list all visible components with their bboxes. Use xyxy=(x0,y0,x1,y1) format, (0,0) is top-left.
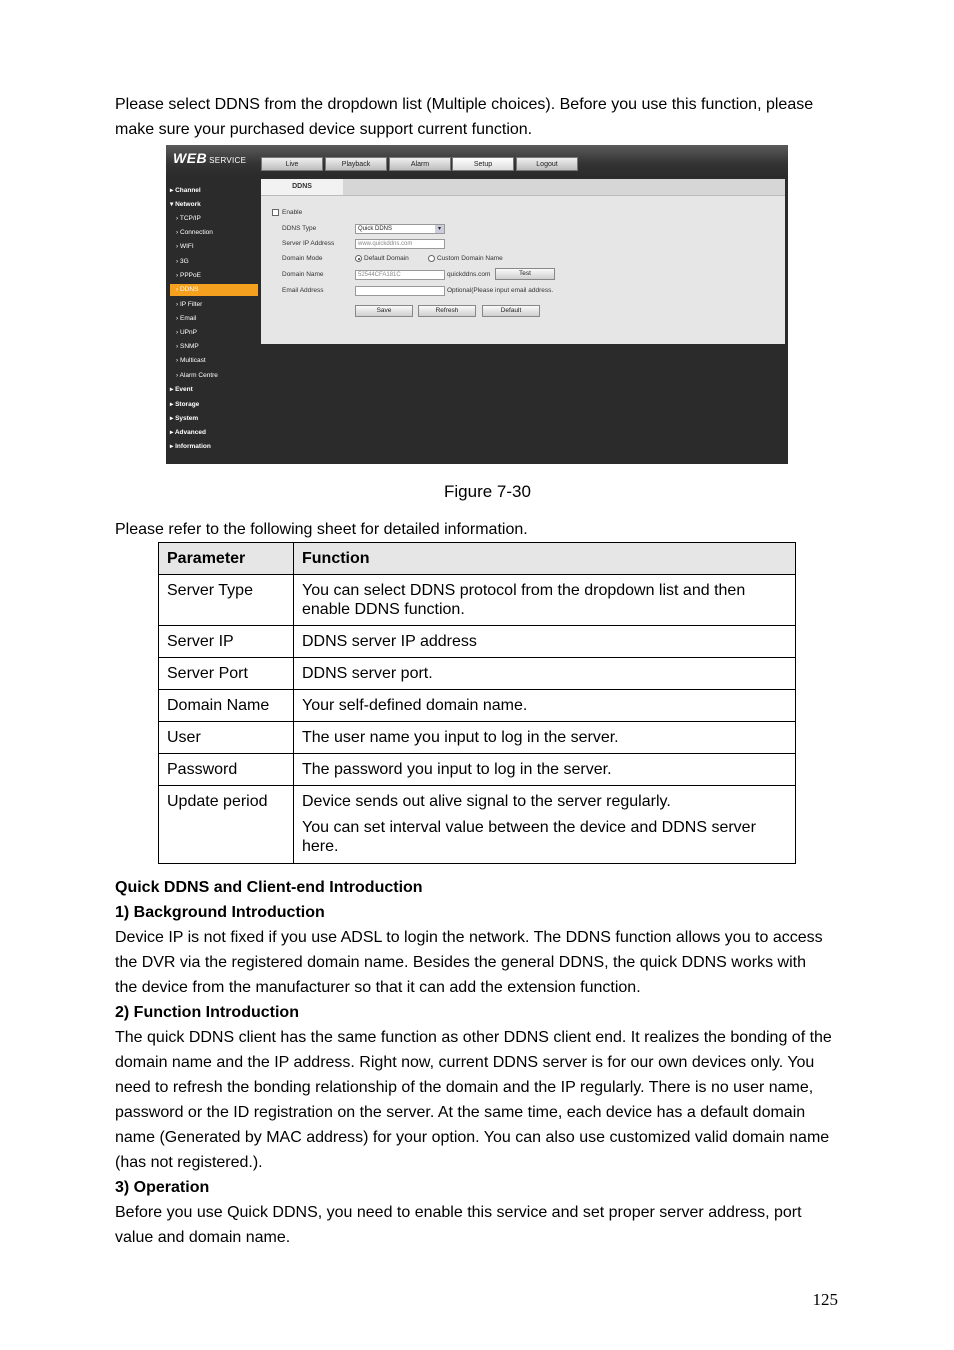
sidebar-item-ddns[interactable] xyxy=(170,284,258,296)
table-cell: DDNS server IP address xyxy=(294,626,796,658)
sidebar-item-upnp[interactable] xyxy=(176,327,256,339)
logo-sub: SERVICE xyxy=(209,156,247,165)
table-cell: Update period xyxy=(159,786,294,864)
sidebar-item-information[interactable] xyxy=(170,441,258,453)
sidebar-item-connection[interactable] xyxy=(176,227,256,239)
background-title: 1) Background Introduction xyxy=(115,904,325,921)
tab-playback[interactable]: Playback xyxy=(325,157,387,171)
table-row xyxy=(159,690,796,722)
sidebar-item-label: TCP/IP xyxy=(179,215,201,222)
chevron-right-icon: › xyxy=(176,243,179,250)
sidebar-item-snmp[interactable] xyxy=(176,341,256,353)
ddns-type-label: DDNS Type xyxy=(282,225,317,232)
sidebar-item-label: Email xyxy=(179,315,197,322)
column-header: Parameter xyxy=(159,543,294,575)
chevron-right-icon: › xyxy=(176,286,179,293)
logo-main: WEB xyxy=(173,150,208,166)
email-label: Email Address xyxy=(282,287,324,294)
tab-ddns[interactable]: DDNS xyxy=(261,179,343,195)
web-service-logo xyxy=(173,150,246,166)
sidebar-item-alarm-centre[interactable] xyxy=(176,370,256,382)
table-cell: The password you input to log in the server. xyxy=(294,754,796,786)
tab-alarm[interactable]: Alarm xyxy=(389,157,451,171)
chevron-right-icon: › xyxy=(176,329,179,336)
table-row xyxy=(159,658,796,690)
sidebar-item-label: PPPoE xyxy=(179,272,201,279)
ddns-type-value: Quick DDNS xyxy=(358,226,393,232)
default-domain-radio[interactable] xyxy=(355,255,362,262)
table-cell: Server Port xyxy=(159,658,294,690)
default-button[interactable]: Default xyxy=(482,305,540,317)
sidebar-item-3g[interactable] xyxy=(176,256,256,268)
default-domain-label: Default Domain xyxy=(364,255,409,262)
sidebar-item-event[interactable] xyxy=(170,384,258,396)
enable-label: Enable xyxy=(282,209,303,216)
tab-live[interactable]: Live xyxy=(261,157,323,171)
tab-logout[interactable]: Logout xyxy=(516,157,578,171)
chevron-right-icon: › xyxy=(176,301,179,308)
triangle-right-icon: ▸ xyxy=(170,187,174,194)
sidebar-item-label: Multicast xyxy=(179,357,206,364)
sidebar-item-label: Connection xyxy=(179,229,213,236)
ddns-type-select[interactable] xyxy=(355,224,445,234)
chevron-right-icon: › xyxy=(176,258,179,265)
sidebar-item-label: Alarm Centre xyxy=(179,372,218,379)
triangle-down-icon: ▾ xyxy=(170,201,174,208)
table-cell: Server Type xyxy=(159,575,294,626)
sidebar-item-label: DDNS xyxy=(179,286,199,293)
web-service-screenshot xyxy=(166,145,788,464)
enable-checkbox[interactable] xyxy=(272,209,279,216)
sidebar-item-label: WIFI xyxy=(179,243,194,250)
table-row xyxy=(159,575,796,626)
triangle-right-icon: ▸ xyxy=(170,401,174,408)
figure-caption: Figure 7-30 xyxy=(444,482,531,501)
function-text: The quick DDNS client has the same function as other DDNS client end. It realizes the bonding of the domain name and the IP address. Right now, current DDNS server is for our own devices only. You need to refresh the bonding relationship of the domain and the IP regularly. There is no user name, password or the ID registration on the server. At the same time, each device has a default domain name (Generated by MAC address) for your option. You can also use customized valid domain name (has not registered.). xyxy=(115,1029,832,1171)
chevron-right-icon: › xyxy=(176,357,179,364)
operation-text: Before you use Quick DDNS, you need to enable this service and set proper server address, port value and domain name. xyxy=(115,1204,802,1246)
table-row xyxy=(159,786,796,864)
page-number: 125 xyxy=(812,1290,838,1309)
table-cell: Domain Name xyxy=(159,690,294,722)
sidebar-item-label: Storage xyxy=(175,401,200,408)
test-button[interactable]: Test xyxy=(495,268,555,280)
table-cell: Server IP xyxy=(159,626,294,658)
sidebar-item-tcpip[interactable] xyxy=(176,213,256,225)
table-cell: You can select DDNS protocol from the dropdown list and then enable DDNS function. xyxy=(294,575,796,626)
sidebar-item-label: IP Filter xyxy=(179,301,203,308)
table-cell: Your self-defined domain name. xyxy=(294,690,796,722)
sidebar-item-multicast[interactable] xyxy=(176,355,256,367)
sidebar-item-advanced[interactable] xyxy=(170,427,258,439)
custom-domain-radio[interactable] xyxy=(428,255,435,262)
sidebar-item-channel[interactable] xyxy=(170,185,258,197)
table-row xyxy=(159,626,796,658)
sidebar-item-system[interactable] xyxy=(170,413,258,425)
sidebar-item-label: System xyxy=(175,415,199,422)
parameter-table xyxy=(158,542,796,864)
cell-line: You can set interval value between the device and DDNS server here. xyxy=(302,819,756,855)
custom-domain-label: Custom Domain Name xyxy=(437,255,503,262)
tab-setup[interactable]: Setup xyxy=(452,157,514,171)
table-row xyxy=(159,722,796,754)
sidebar-item-pppoe[interactable] xyxy=(176,270,256,282)
sidebar-item-email[interactable] xyxy=(176,313,256,325)
domain-name-label: Domain Name xyxy=(282,271,324,278)
cell-line: Device sends out alive signal to the server regularly. xyxy=(302,793,671,810)
sidebar-item-ip-filter[interactable] xyxy=(176,299,256,311)
intro-paragraph: Please select DDNS from the dropdown list (Multiple choices). Before you use this function, please make sure your purchased device support current function. xyxy=(115,96,814,138)
sidebar-item-label: 3G xyxy=(179,258,189,265)
settings-body xyxy=(261,195,785,344)
email-hint: Optional(Please input email address. xyxy=(447,287,554,294)
table-cell: DDNS server port. xyxy=(294,658,796,690)
triangle-right-icon: ▸ xyxy=(170,386,174,393)
operation-title: 3) Operation xyxy=(115,1179,210,1196)
chevron-right-icon: › xyxy=(176,215,179,222)
triangle-right-icon: ▸ xyxy=(170,443,174,450)
table-cell: The user name you input to log in the server. xyxy=(294,722,796,754)
sidebar-item-label: Event xyxy=(175,386,193,393)
chevron-right-icon: › xyxy=(176,229,179,236)
triangle-right-icon: ▸ xyxy=(170,415,174,422)
sidebar-item-label: Advanced xyxy=(174,429,206,436)
domain-suffix: quickddns.com xyxy=(447,271,491,278)
domain-mode-label: Domain Mode xyxy=(282,255,323,262)
save-button[interactable]: Save xyxy=(355,305,413,317)
chevron-right-icon: › xyxy=(176,343,179,350)
chevron-right-icon: › xyxy=(176,315,179,322)
section-title: Quick DDNS and Client-end Introduction xyxy=(115,879,423,896)
sidebar-item-storage[interactable] xyxy=(170,399,258,411)
column-header: Function xyxy=(294,543,796,575)
triangle-right-icon: ▸ xyxy=(170,429,174,436)
table-header-row xyxy=(159,543,796,575)
chevron-right-icon: › xyxy=(176,272,179,279)
domain-name-input[interactable]: 52544CFA181C xyxy=(355,270,445,280)
table-row xyxy=(159,754,796,786)
sidebar-item-label: Network xyxy=(175,201,201,208)
sidebar-item-label: SNMP xyxy=(179,343,199,350)
sidebar-item-wifi[interactable] xyxy=(176,241,256,253)
server-ip-input[interactable]: www.quickddns.com xyxy=(355,239,445,249)
function-title: 2) Function Introduction xyxy=(115,1004,299,1021)
table-cell: User xyxy=(159,722,294,754)
sidebar-item-label: Information xyxy=(175,443,211,450)
table-cell xyxy=(294,786,796,864)
sidebar-item-network[interactable] xyxy=(170,199,258,211)
sidebar-item-label: Channel xyxy=(175,187,201,194)
sidebar xyxy=(166,177,258,464)
refer-text: Please refer to the following sheet for detailed information. xyxy=(115,521,528,538)
email-input[interactable] xyxy=(355,286,445,296)
chevron-right-icon: › xyxy=(176,372,179,379)
refresh-button[interactable]: Refresh xyxy=(418,305,476,317)
table-cell: Password xyxy=(159,754,294,786)
server-ip-label: Server IP Address xyxy=(282,240,335,247)
background-text: Device IP is not fixed if you use ADSL to login the network. The DDNS function allows you to access the DVR via the registered domain name. Besides the general DDNS, the quick DDNS works with the device from the manufacturer so that it can add the extension function. xyxy=(115,929,823,996)
sidebar-item-label: UPnP xyxy=(179,329,197,336)
chevron-down-icon: ▾ xyxy=(435,225,444,233)
top-bar xyxy=(166,145,788,177)
